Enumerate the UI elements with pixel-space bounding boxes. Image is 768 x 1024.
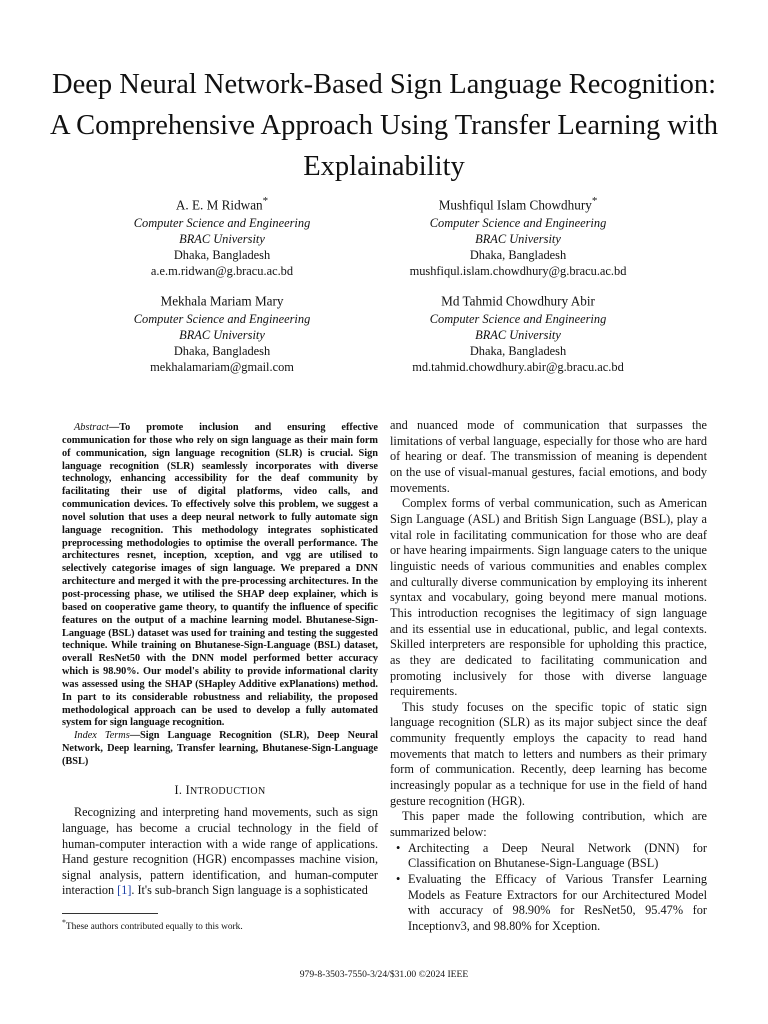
author-block-1	[72, 192, 372, 279]
author-email: md.tahmid.chowdhury.abir@g.bracu.ac.bd	[412, 360, 624, 375]
author-email: mushfiqul.islam.chowdhury@g.bracu.ac.bd	[409, 264, 627, 279]
index-terms-label: Index Terms	[74, 730, 130, 742]
author-dept: Computer Science and Engineering	[133, 216, 311, 231]
list-item: • Architecting a Deep Neural Network (DNN) for Classification on Bhutanese-Sign-Language (BSL)	[396, 840, 707, 871]
author-email: mekhalamariam@gmail.com	[150, 360, 294, 375]
paragraph: This study focuses on the specific topic of static sign language recognition (SLR) as its major subject since the deaf community frequently employs the capacity to read hand movements that match to letters and numbers as their primary form of communication. Recently, deep learning has become increasingly popular as a technique for use in the field of hand gesture recognition (HGR).	[390, 699, 707, 808]
paragraph: This paper made the following contribution, which are summarized below:	[390, 809, 707, 840]
author-block-4	[368, 288, 668, 375]
author-block-3	[72, 288, 372, 375]
author-city: Dhaka, Bangladesh	[173, 344, 271, 359]
author-university: BRAC University	[179, 328, 265, 343]
left-column	[62, 422, 378, 899]
author-dept: Computer Science and Engineering	[429, 312, 607, 327]
author-university: BRAC University	[179, 232, 265, 247]
author-name: A. E. M Ridwan*	[175, 195, 269, 213]
author-name: Mekhala Mariam Mary	[160, 293, 284, 309]
author-email: a.e.m.ridwan@g.bracu.ac.bd	[150, 264, 294, 279]
author-dept: Computer Science and Engineering	[133, 312, 311, 327]
author-name: Md Tahmid Chowdhury Abir	[441, 293, 595, 309]
right-column	[390, 418, 707, 935]
author-block-2	[368, 192, 668, 279]
section-heading-introduction: I. INTRODUCTION	[174, 782, 266, 797]
abstract-text: —To promote inclusion and ensuring effective communication for those who rely on sign language as their main form of communication, sign language recognition (SLR) is crucial. Sign language recognition (SLR) seamlessly incorporates with diverse technology, enhancing accessibility for the deaf community by facilitating their use of digital platforms, video calls, and communication devices. To effectively solve this problem, we suggest a novel solution that uses a deep neural network to fully automate sign language recognition. This methodology integrates sophisticated preprocessing methodologies to optimise the overall performance. The architectures resnet, inception, xception, and vgg are utilised to selectively categorise images of sign language. We prepared a DNN architecture and merged it with the pre-processing architectures. In the post-processing phase, we utilised the SHAP deep explainer, which is based on cooperative game theory, to quantify the influence of specific features on the output of a machine learning model. Bhutanese-Sign-Language (BSL) dataset was used for training and testing the suggested technique. While training on Bhutanese-Sign-Language (BSL) dataset, overall ResNet50 with the DNN model performed better accuracy which is 98.90%. Our model's ability to provide informational clarity was assessed using the SHAP (SHapley Additive exPlanations) method. In part to its considerable robustness and reliability, the proposed methodological approach can be used to develop a fully automated system for sign language recognition.	[62, 422, 378, 729]
bullet-icon: •	[396, 872, 401, 887]
footnote: *These authors contributed equally to this work.	[62, 918, 243, 933]
copyright-footer: 979-8-3503-7550-3/24/$31.00 ©2024 IEEE	[299, 969, 469, 980]
index-terms-text: —Sign Language Recognition (SLR), Deep Neural Network, Deep learning, Transfer learning, Bhutanese-Sign-Language (BSL)	[62, 730, 378, 767]
author-name: Mushfiqul Islam Chowdhury*	[438, 195, 598, 213]
paper-title: Deep Neural Network-Based Sign Language Recognition: A Comprehensive Approach Using Transfer Learning with Explainability	[49, 69, 719, 182]
intro-paragraph: Recognizing and interpreting hand movements, such as sign language, has become a crucial technology in the field of human-computer interaction with a wide range of applications. Hand gesture recognition (HGR) encompasses machine vision, signal analysis, pattern identification, and human-computer interaction [1]. It's sub-branch Sign language is a sophisticated	[62, 805, 378, 898]
contribution-list	[390, 841, 707, 935]
footnote-divider	[62, 913, 158, 914]
paragraph: and nuanced mode of communication that surpasses the limitations of verbal language, especially for those who are hard of hearing or deaf. The transmission of meaning is dependent on the use of visual-manual gestures, facial emotions, and body movements.	[390, 418, 707, 495]
abstract-label: Abstract	[74, 422, 109, 433]
abstract	[62, 422, 378, 730]
author-city: Dhaka, Bangladesh	[469, 344, 567, 359]
bullet-icon: •	[396, 840, 401, 855]
index-terms	[62, 730, 378, 769]
list-item: • Evaluating the Efficacy of Various Transfer Learning Models as Feature Extractors for our Architectured Model with accuracy of 98.90% for ResNet50, 95.47% for Inceptionv3, and 98.80% for Xception.	[396, 872, 707, 933]
paragraph: Complex forms of verbal communication, such as American Sign Language (ASL) and British Sign Language (BSL), play a vital role in facilitating communication for those who are deaf or have hearing impairments. Sign language caters to the unique linguistic needs of various communities and enables complex and culturally diverse communication by employing its inherent syntax and vocabulary, going beyond mere manual motions. This introduction recognises the legitimacy of sign language and its essential use in educational, public, and legal contexts. Skilled interpreters are responsible for upholding this practice, as they are dedicated to facilitating communication and promoting inclusively for those with diverse language requirements.	[390, 496, 707, 699]
author-university: BRAC University	[475, 328, 561, 343]
author-city: Dhaka, Bangladesh	[469, 248, 567, 263]
author-dept: Computer Science and Engineering	[429, 216, 607, 231]
author-city: Dhaka, Bangladesh	[173, 248, 271, 263]
author-university: BRAC University	[475, 232, 561, 247]
citation-link[interactable]: [1]	[117, 883, 132, 898]
